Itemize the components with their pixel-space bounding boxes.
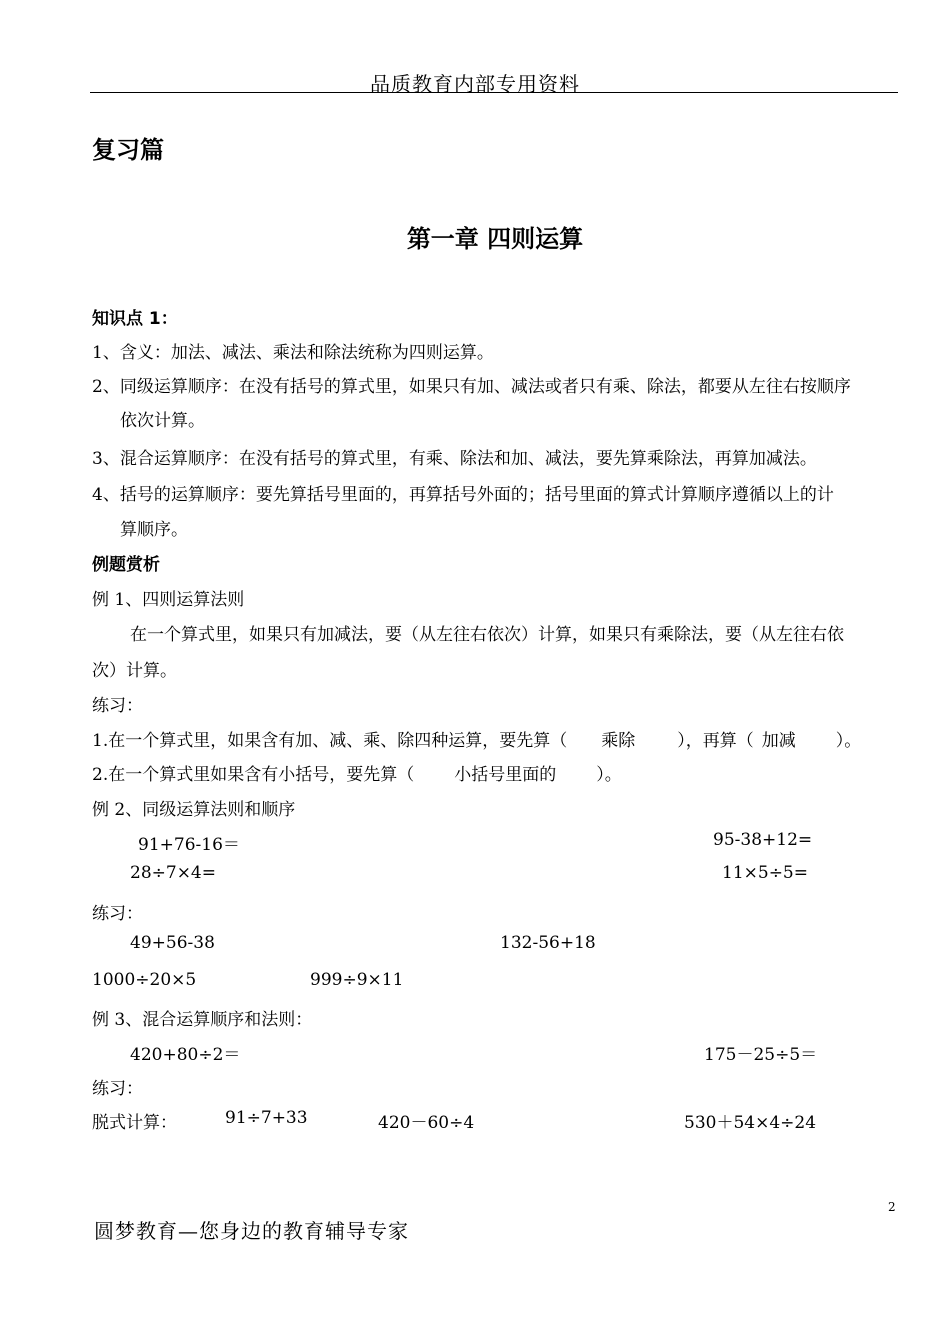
- example-1-practice-label: 练习：: [92, 696, 143, 716]
- question-2-part-b: ）。: [596, 765, 622, 785]
- example-3-expression-2: 175－25÷5＝: [704, 1045, 818, 1065]
- example-2-expression-2: 95-38+12=: [713, 830, 813, 850]
- practice-question-1: [92, 726, 861, 751]
- question-2-answer: 小括号里面的: [454, 765, 557, 785]
- question-1-part-c: ）。: [835, 731, 862, 751]
- example-2-practice-3: 1000÷20×5: [92, 970, 197, 990]
- example-2-practice-label: 练习：: [92, 904, 143, 924]
- example-1-line-1: 在一个算式里，如果只有加减法，要（从左往右依次）计算，如果只有乘除法，要（从左往右依: [130, 625, 844, 645]
- knowledge-item-4-line-1: 4、括号的运算顺序：要先算括号里面的，再算括号外面的；括号里面的算式计算顺序遵循以上的计: [92, 485, 834, 505]
- example-3-practice-label: 练习：: [92, 1079, 143, 1099]
- example-2-practice-4: 999÷9×11: [310, 970, 404, 990]
- page-header-title: 品质教育内部专用资料: [370, 72, 580, 96]
- example-1-line-2: 次）计算。: [92, 661, 177, 681]
- example-2-expression-1: 91+76-16＝: [138, 835, 240, 855]
- example-2-practice-1: 49+56-38: [130, 933, 215, 953]
- example-2-practice-2: 132-56+18: [500, 933, 596, 953]
- example-3-expression-1: 420+80÷2＝: [130, 1045, 241, 1065]
- chapter-title: 第一章 四则运算: [406, 225, 584, 253]
- page-footer-text: 圆梦教育—您身边的教育辅导专家: [94, 1219, 409, 1243]
- question-1-answer-2: 加减: [761, 731, 796, 751]
- question-1-answer-1: 乘除: [601, 731, 636, 751]
- page-number: 2: [888, 1200, 896, 1214]
- example-3-practice-1: 91÷7+33: [225, 1108, 308, 1128]
- question-1-part-a: 1.在一个算式里，如果含有加、减、乘、除四种运算，要先算（: [92, 731, 568, 751]
- header-rule: [90, 92, 898, 93]
- practice-question-2: [92, 760, 622, 785]
- knowledge-item-2-line-1: 2、同级运算顺序：在没有括号的算式里，如果只有加、减法或者只有乘、除法，都要从左往右按顺序: [92, 377, 851, 397]
- example-1-title: 例 1、四则运算法则: [92, 590, 245, 610]
- knowledge-item-2-line-2: 依次计算。: [120, 411, 205, 431]
- example-2-expression-3: 28÷7×4=: [130, 863, 216, 883]
- example-3-practice-2: 420－60÷4: [378, 1113, 475, 1133]
- section-title: 复习篇: [92, 136, 164, 164]
- example-2-title: 例 2、同级运算法则和顺序: [92, 800, 296, 820]
- example-3-title: 例 3、混合运算顺序和法则：: [92, 1010, 313, 1030]
- knowledge-item-4-line-2: 算顺序。: [120, 520, 188, 540]
- example-2-expression-4: 11×5÷5=: [722, 863, 808, 883]
- examples-heading: 例题赏析: [92, 555, 160, 575]
- knowledge-item-3: 3、混合运算顺序：在没有括号的算式里，有乘、除法和加、减法，要先算乘除法，再算加减法。: [92, 449, 817, 469]
- question-2-part-a: 2.在一个算式里如果含有小括号，要先算（: [92, 765, 415, 785]
- knowledge-item-1: 1、含义：加法、减法、乘法和除法统称为四则运算。: [92, 343, 494, 363]
- knowledge-heading: 知识点 1：: [92, 309, 178, 329]
- example-3-practice-3: 530＋54×4÷24: [684, 1113, 817, 1133]
- question-1-part-b: ），再算（: [677, 731, 754, 751]
- calculation-label: 脱式计算：: [92, 1113, 177, 1133]
